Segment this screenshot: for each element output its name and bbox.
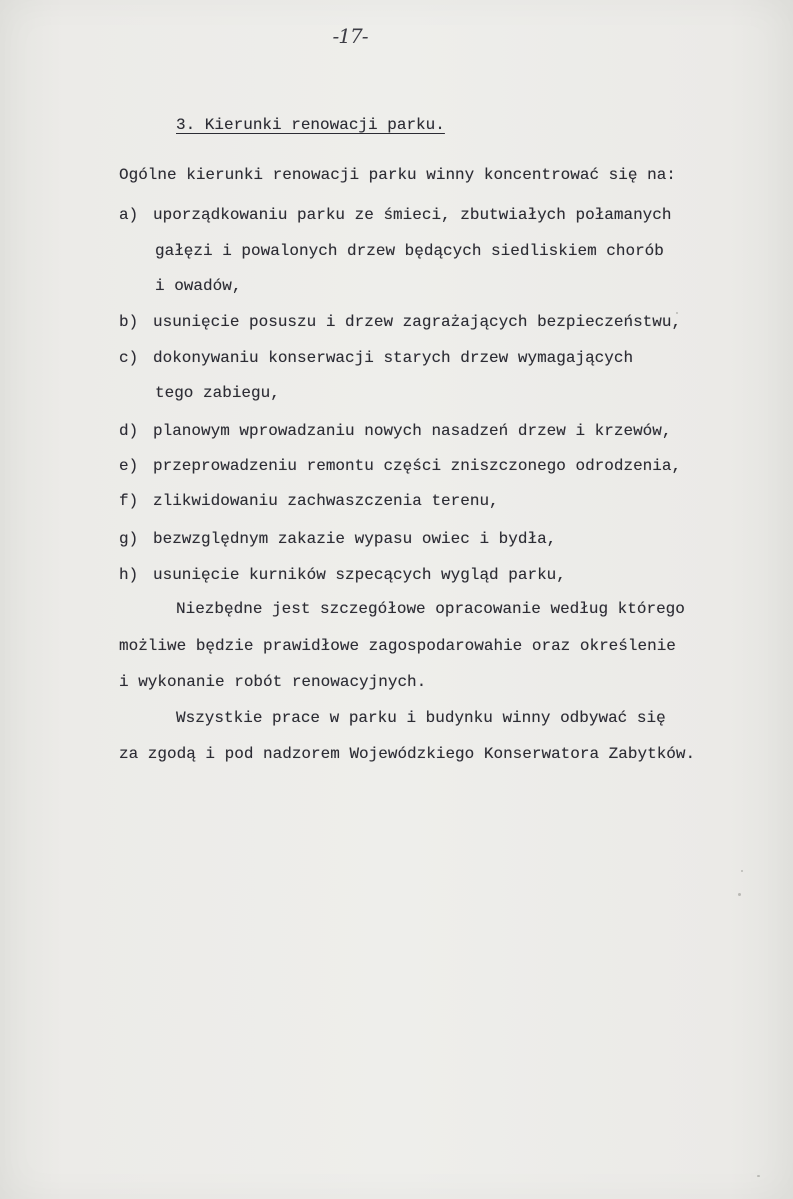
intro-line: Ogólne kierunki renowacji parku winny koncentrować się na:: [119, 166, 676, 184]
paragraph-line: Wszystkie prace w parku i budynku winny odbywać się: [176, 709, 666, 727]
list-item-g: [119, 530, 556, 548]
list-marker: e): [119, 457, 139, 475]
list-item-b: [119, 313, 681, 331]
paper-speck: [757, 1175, 760, 1177]
list-marker: h): [119, 566, 139, 584]
list-item-d: [119, 422, 671, 440]
list-item-c: [119, 349, 633, 367]
list-item-text: zlikwidowaniu zachwaszczenia terenu,: [153, 492, 499, 510]
list-item-f: [119, 492, 499, 510]
list-item-text: dokonywaniu konserwacji starych drzew wymagających: [153, 349, 634, 367]
list-marker: d): [119, 422, 139, 440]
paragraph-line: za zgodą i pod nadzorem Wojewódzkiego Konserwatora Zabytków.: [119, 745, 696, 763]
list-item-text: usunięcie kurników szpecących wygląd parku,: [153, 566, 566, 584]
paper-speck: [738, 893, 741, 896]
list-marker: f): [119, 492, 139, 510]
list-item-h: [119, 566, 566, 584]
paragraph-line: Niezbędne jest szczegółowe opracowanie według którego: [176, 600, 685, 618]
list-marker: c): [119, 349, 139, 367]
list-item-continuation: gałęzi i powalonych drzew będących siedliskiem chorób: [155, 242, 664, 260]
list-item-e: [119, 457, 681, 475]
list-marker: a): [119, 206, 139, 224]
paper-speck: [741, 870, 743, 872]
section-heading: 3. Kierunki renowacji parku.: [176, 116, 445, 134]
list-item-text: bezwzględnym zakazie wypasu owiec i bydła,: [153, 530, 557, 548]
list-item-continuation: i owadów,: [155, 277, 242, 295]
list-item-text: uporządkowaniu parku ze śmieci, zbutwiałych połamanych: [153, 206, 672, 224]
list-item-continuation: tego zabiegu,: [155, 384, 280, 402]
list-item-a: [119, 206, 671, 224]
list-marker: b): [119, 313, 139, 331]
paragraph-line: możliwe będzie prawidłowe zagospodarowahie oraz określenie: [119, 637, 676, 655]
page-number: -17-: [332, 24, 368, 48]
list-item-text: przeprowadzeniu remontu części zniszczonego odrodzenia,: [153, 457, 682, 475]
list-marker: g): [119, 530, 139, 548]
list-item-text: usunięcie posuszu i drzew zagrażających bezpieczeństwu,: [153, 313, 682, 331]
list-item-text: planowym wprowadzaniu nowych nasadzeń drzew i krzewów,: [153, 422, 672, 440]
paragraph-line: i wykonanie robót renowacyjnych.: [119, 673, 427, 691]
